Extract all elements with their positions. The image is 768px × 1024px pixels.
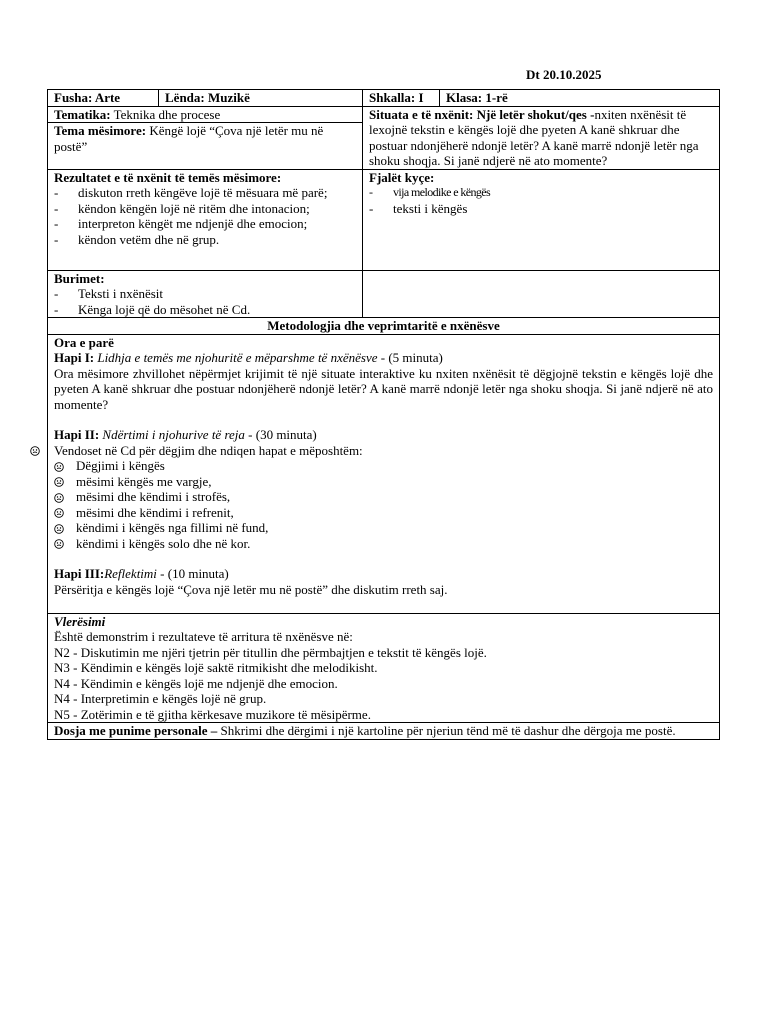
step-label: mësimi këngës me vargje, [76,473,212,489]
smiley-bullet-icon [54,462,64,472]
hapi1-heading: Hapi I: Lidhja e temës me njohuritë e mëparshme të nxënësve - (5 minuta) [54,350,443,365]
vleresimi-level: N4 - Këndimin e këngës lojë me ndjenjë dhe emocion. [54,675,338,691]
tematika-row [48,107,362,124]
situata-text: nxiten nxënësit të lexojnë tekstin e këngës lojë dhe pyeten A kanë shkruar dhe postuar ndonjëherë ndonjë letër? A kanë marrë ndonjë letër nga shoku shoqja. Si janë ndjerë në ato momente? [369,106,699,168]
list-item: - diskuton rreth këngëve lojë të mësuara më parë; [54,185,328,200]
list-item: - këndon vetëm dhe në grup. [54,231,220,247]
smiley-bullet-icon [30,446,40,456]
vleresimi-level: N2 - Diskutimin me njëri tjetrin për titullin dhe përmbajtjen e tekstit të këngës lojë. [54,644,487,660]
tematika-value: Teknika dhe procese [110,106,221,122]
fjalet-title: Fjalët kyçe: [369,169,435,185]
smiley-bullet-icon [54,477,64,487]
situata-cell [363,106,720,169]
dosja-cell [48,723,720,740]
burimet-title: Burimet: [54,270,105,286]
hapi2-steps [54,458,713,551]
step-item [54,520,713,536]
situata-label: Situata e të nxënit: Një letër shokut/qes - [369,106,595,122]
rezultatet-list [54,185,356,247]
vleresimi-title: Vlerësimi [54,613,106,629]
list-item: - interpreton këngët me ndjenjë dhe emocion; [54,216,308,231]
step-item [54,489,713,505]
step-item [54,536,713,552]
smiley-bullet-icon [54,508,64,518]
hapi3-text: Përsëritja e këngës lojë “Çova një letër mu në postë” dhe diskutim rreth saj. [54,581,448,597]
smiley-bullet-icon [54,539,64,549]
tematika-label: Tematika: [54,106,111,122]
field-lenda: Lënda: Muzikë [165,90,250,105]
hapi2-intro: Vendoset në Cd për dëgjim dhe ndiqen hapat e mëposhtëm: [54,442,363,458]
fjalet-list [369,185,713,216]
dosja-label: Dosja me punime personale – [54,723,218,738]
burimet-list [54,286,356,317]
list-item: - këndon këngën lojë në ritëm dhe intonacion; [54,200,310,216]
hapi3-heading: Hapi III:Reflektimi - (10 minuta) [54,566,229,581]
step-label: këndimi i këngës solo dhe në kor. [76,535,251,551]
vleresimi-intro: Është demonstrim i rezultateve të arritura të nxënësve në: [54,629,353,644]
step-item [54,505,713,521]
smiley-bullet-icon [54,493,64,503]
step-label: këndimi i këngës nga fillimi në fund, [76,520,269,535]
field-klasa: Klasa: 1-rë [446,90,508,105]
field-shkalla: Shkalla: I [363,90,440,106]
step-label: Dëgjimi i këngës [76,458,165,473]
step-label: mësimi dhe këndimi i refrenit, [76,504,234,520]
tema-label: Tema mësimore: [54,123,147,138]
smiley-bullet-icon [54,524,64,534]
lesson-date: Dt 20.10.2025 [526,67,602,82]
step-label: mësimi dhe këndimi i strofës, [76,489,231,504]
ora-heading: Ora e parë [54,334,114,350]
step-item [54,458,713,474]
list-item: - teksti i këngës [369,200,468,216]
hapi1-text: Ora mësimore zhvillohet nëpërmjet krijimit të një situate interaktive ku nxiten nxënësit të dëgjojnë tekstin e këngës lojë dhe pyeten A kanë shkruar dhe postuar ndonjëherë ndonjë letër? A kanë marrë ndonjë letër nga shoku shoqja. Si janë ndjerë në ato momente? [54,365,713,412]
lesson-plan-table [47,89,720,740]
vleresimi-level: N4 - Interpretimin e këngës lojë në grup. [54,691,267,706]
vleresimi-level: N3 - Këndimin e këngës lojë saktë ritmikisht dhe melodikisht. [54,660,378,675]
metodologjia-heading: Metodologjia dhe veprimtaritë e nxënësve [48,318,720,335]
list-item: - vija melodike e këngës [369,185,491,199]
hapi2-heading: Hapi II: Ndërtimi i njohurive të reja - (30 minuta) [54,427,317,442]
vleresimi-level: N5 - Zotërimin e të gjitha kërkesave muzikore të mësipërme. [54,706,371,722]
list-item: - Kënga lojë që do mësohet në Cd. [54,301,251,317]
step-item [54,474,713,490]
tema-row [48,123,362,154]
dosja-text: Shkrimi dhe dërgimi i një kartoline për njeriun tënd më të dashur dhe dërgoja me postë. [217,723,676,738]
list-item: - Teksti i nxënësit [54,286,164,301]
rezultatet-title: Rezultatet e të nxënit të temës mësimore: [54,169,282,185]
tema-value: Këngë lojë “Çova një letër mu në postë” [54,123,324,154]
field-fusha: Fusha: Arte [48,90,159,106]
